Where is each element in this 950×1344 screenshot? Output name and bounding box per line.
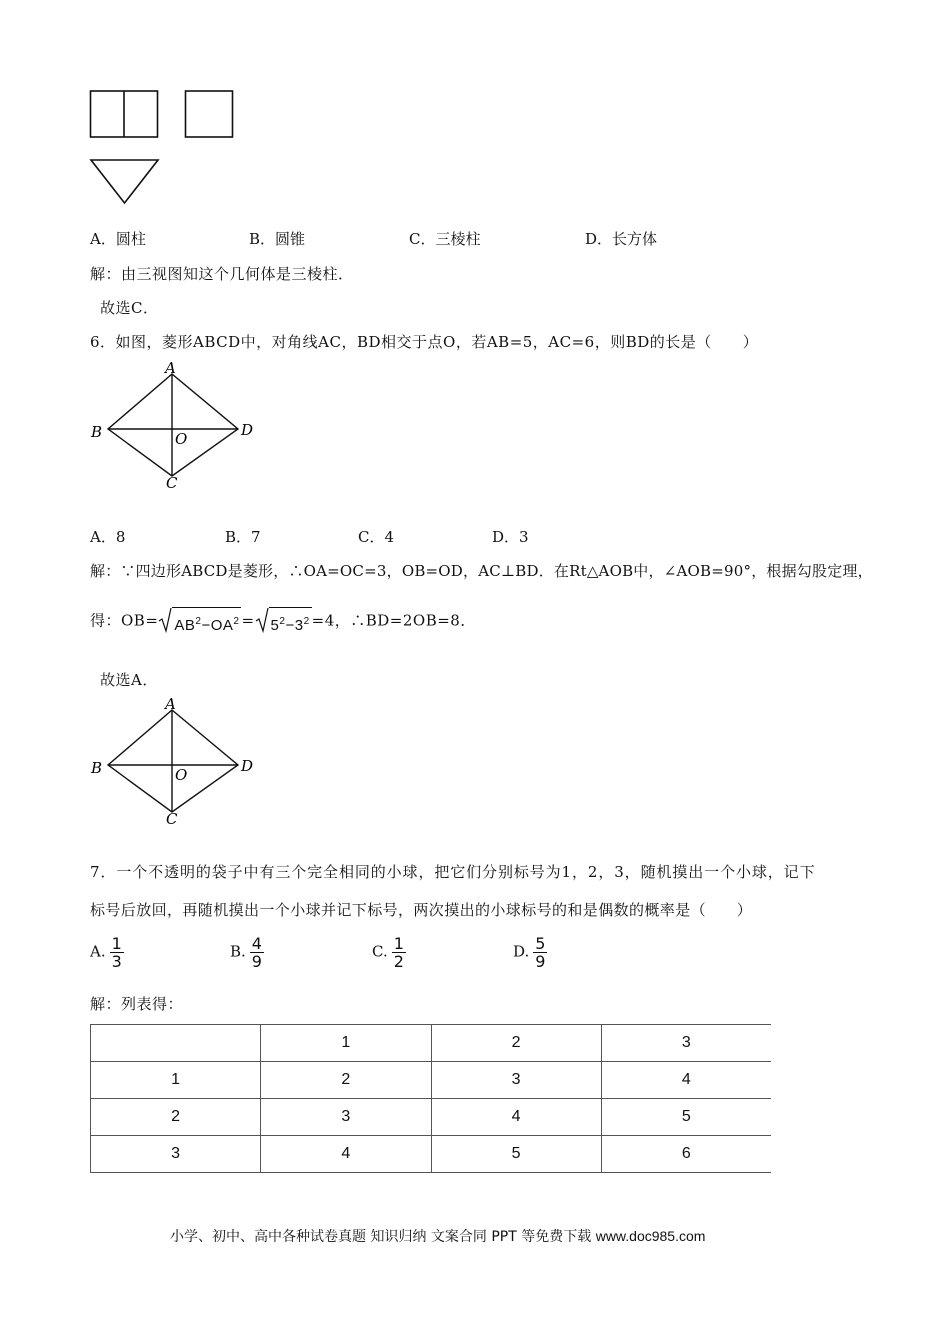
label-o: O bbox=[175, 430, 188, 448]
table-header-row bbox=[91, 1025, 772, 1062]
q6-solution-line2: 得：OB= $AB^2-OA^2$ = $5^2-3^2 =4$，∴BD=2OB=8． bbox=[90, 607, 476, 636]
label-o: O bbox=[175, 766, 188, 784]
rhombus-figure-2 bbox=[88, 696, 263, 831]
q5-solution: 解：由三视图知这个几何体是三棱柱． bbox=[90, 265, 354, 283]
table-row bbox=[91, 1136, 772, 1173]
top-view bbox=[91, 160, 158, 203]
table-cell bbox=[91, 1025, 261, 1062]
q7-stem-line1: 7．一个不透明的袋子中有三个完全相同的小球，把它们分别标号为1，2，3，随机摸出一个小球，记下 bbox=[90, 863, 816, 881]
q7-option-c: C. $\frac{1}{2}$ bbox=[372, 934, 404, 971]
radical-1: $AB^2-OA^2$ bbox=[158, 607, 241, 636]
label-c: C bbox=[166, 810, 178, 828]
table-cell: 4 bbox=[431, 1099, 601, 1136]
q7-option-d: D. $\frac{5}{9}$ bbox=[513, 934, 546, 971]
q5-answer: 故选C． bbox=[100, 299, 159, 317]
q6-answer: 故选A． bbox=[100, 671, 158, 689]
q7-option-b: B. $\frac{4}{9}$ bbox=[230, 934, 262, 971]
sum-table bbox=[90, 1024, 771, 1173]
q7-solution: 解：列表得： bbox=[90, 995, 184, 1013]
footer-text: 小学、初中、高中各种试卷真题 知识归纳 文案合同 PPT 等免费下载 bbox=[170, 1229, 592, 1245]
q6-option-b: B．7 bbox=[225, 528, 261, 546]
table-cell: 5 bbox=[601, 1099, 771, 1136]
table-cell: 2 bbox=[431, 1025, 601, 1062]
q6-option-c: C．4 bbox=[358, 528, 395, 546]
q5-option-d: D．长方体 bbox=[585, 230, 658, 248]
q7-option-a: A. $\frac{1}{3}$ bbox=[90, 934, 122, 971]
q7-stem-line2: 标号后放回，再随机摸出一个小球并记下标号，两次摸出的小球标号的和是偶数的概率是（ ） bbox=[90, 901, 753, 919]
label-a: A bbox=[165, 695, 176, 713]
label-b: B bbox=[91, 423, 103, 441]
q5-option-c: C．三棱柱 bbox=[409, 230, 481, 248]
q6-option-d: D．3 bbox=[492, 528, 529, 546]
table-cell: 4 bbox=[601, 1062, 771, 1099]
q5-option-a: A．圆柱 bbox=[90, 230, 146, 248]
q5-option-b: B．圆锥 bbox=[249, 230, 306, 248]
table-cell: 3 bbox=[431, 1062, 601, 1099]
side-view bbox=[186, 91, 233, 137]
table-row bbox=[91, 1099, 772, 1136]
table-cell: 2 bbox=[261, 1062, 431, 1099]
q6-solution-line1: 解：∵四边形ABCD是菱形，∴OA=OC=3，OB=OD，AC⊥BD．在Rt△AOB中，∠AOB=90°，根据勾股定理， bbox=[90, 562, 873, 580]
table-cell: 4 bbox=[261, 1136, 431, 1173]
table-cell: 3 bbox=[601, 1025, 771, 1062]
table-cell: 6 bbox=[601, 1136, 771, 1173]
table-cell: 3 bbox=[261, 1099, 431, 1136]
table-cell: 2 bbox=[91, 1099, 261, 1136]
label-d: D bbox=[241, 757, 254, 775]
footer-link[interactable]: www.doc985.com bbox=[595, 1228, 706, 1244]
table-cell: 1 bbox=[261, 1025, 431, 1062]
solution-prefix: 得：OB= bbox=[90, 611, 159, 630]
page-footer bbox=[170, 1226, 705, 1246]
radical-2: $5^2-3^2$ bbox=[255, 607, 312, 636]
label-b: B bbox=[91, 759, 103, 777]
table-cell: 1 bbox=[91, 1062, 261, 1099]
table-row bbox=[91, 1062, 772, 1099]
q6-option-a: A．8 bbox=[90, 528, 126, 546]
label-a: A bbox=[165, 359, 176, 377]
label-d: D bbox=[241, 421, 254, 439]
three-view-figure bbox=[88, 88, 238, 208]
rhombus-figure-1 bbox=[88, 360, 263, 495]
table-cell: 5 bbox=[431, 1136, 601, 1173]
q6-stem: 6．如图，菱形ABCD中，对角线AC，BD相交于点O，若AB=5，AC=6，则BD的长是（ ） bbox=[90, 333, 759, 351]
table-cell: 3 bbox=[91, 1136, 261, 1173]
label-c: C bbox=[166, 474, 178, 492]
